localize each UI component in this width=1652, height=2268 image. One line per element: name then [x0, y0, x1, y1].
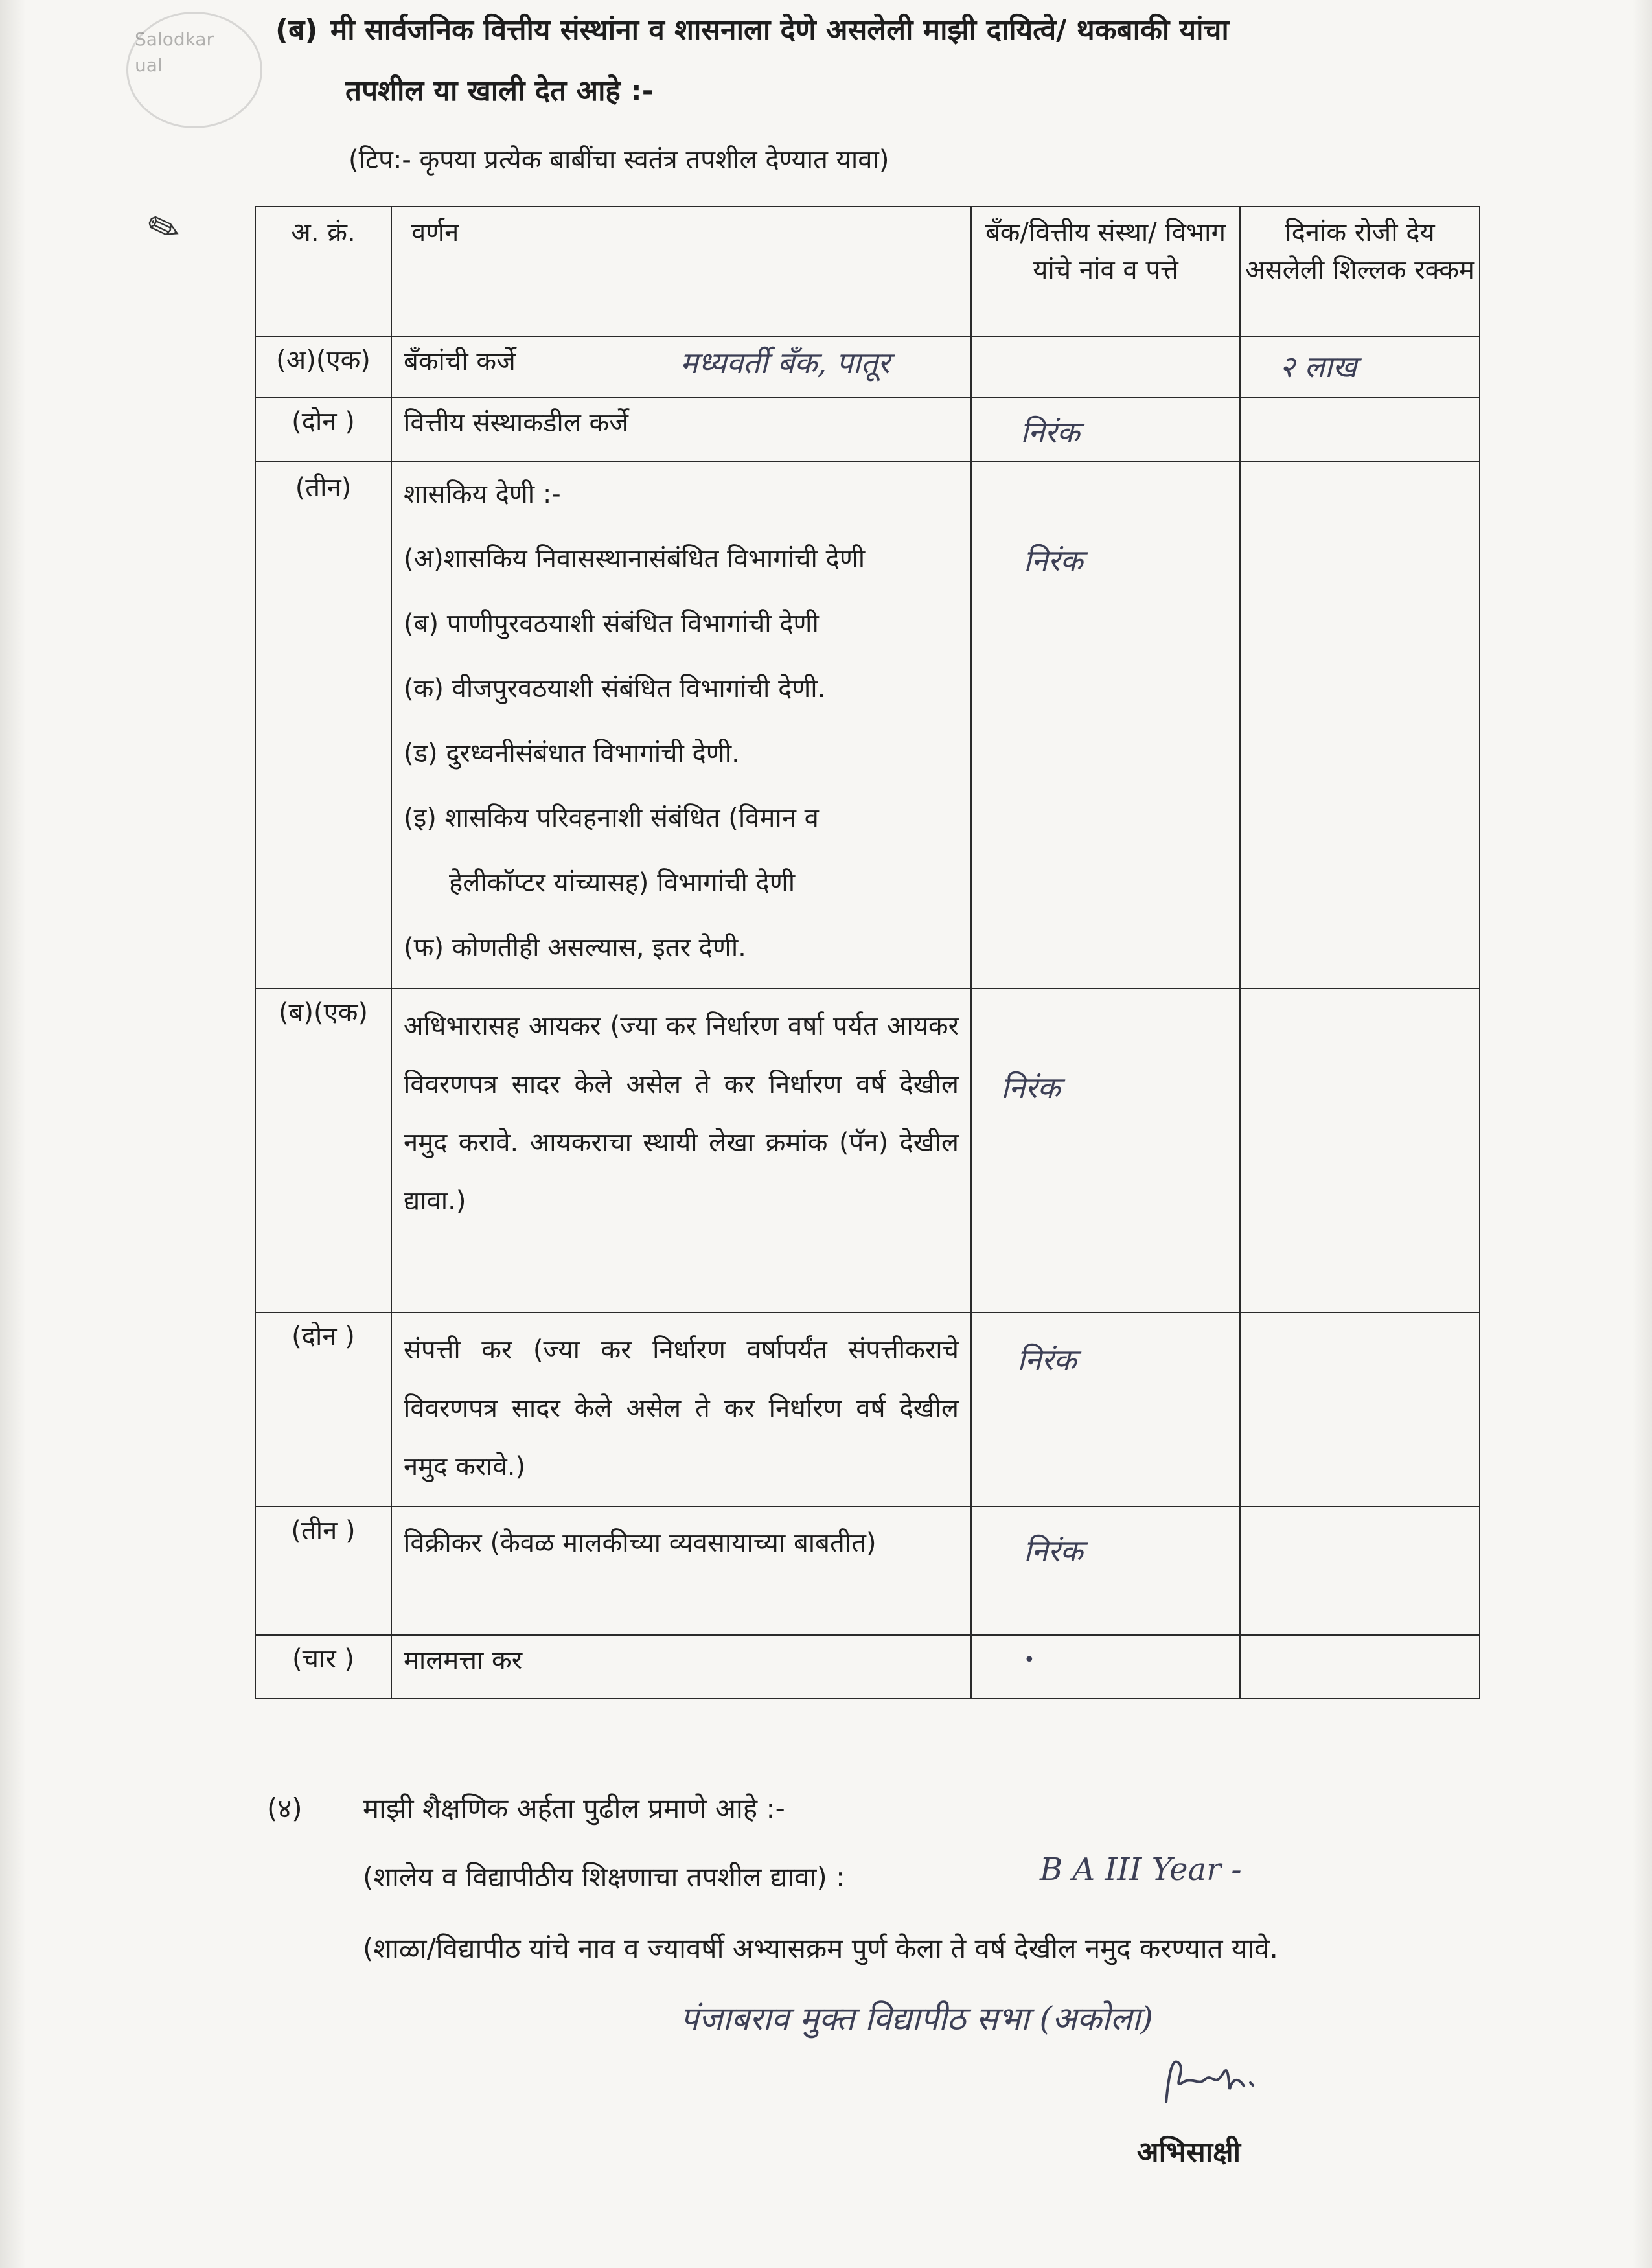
row-institution [971, 1635, 1240, 1699]
row-serial: (तीन) [255, 461, 391, 989]
row-description: संपत्ती कर (ज्या कर निर्धारण वर्षापर्यंत संपत्तीकराचे विवरणपत्र सादर केले असेल ते कर निर्धारण वर्ष देखील नमुद करावे.) [391, 1312, 971, 1507]
education-year-prompt: (शाळा/विद्यापीठ यांचे नाव व ज्यावर्षी अभ्यासक्रम पुर्ण केला ते वर्ष देखील नमुद करण्यात यावे. [363, 1932, 1278, 1964]
govt-dues-item: हेलीकॉप्टर यांच्यासह) विभागांची देणी [449, 868, 796, 898]
row-institution [971, 461, 1240, 989]
section-b-note: (टिप:- कृपया प्रत्येक बाबींचा स्वतंत्र तपशील देण्यात यावा) [349, 145, 889, 175]
table-row [255, 1312, 1480, 1507]
row-amount [1240, 461, 1480, 989]
section-4-title: माझी शैक्षणिक अर्हता पुढील प्रमाणे आहे :- [363, 1793, 785, 1824]
row-description: विक्रीकर (केवळ मालकीच्या व्यवसायाच्या बाबतीत) [391, 1507, 971, 1635]
stamp-text-1: Salodkar [135, 29, 214, 50]
row-institution [971, 989, 1240, 1312]
page-binding-edge [0, 0, 26, 2268]
row-description: बँकांची कर्जे [391, 336, 971, 398]
header-serial: अ. क्रं. [255, 207, 391, 336]
govt-dues-item: (इ) शासकिय परिवहनाशी संबंधित (विमान व [404, 803, 819, 833]
row-serial: (दोन ) [255, 398, 391, 461]
handwritten-nil: निरंक [1020, 415, 1080, 450]
section-b-label: (ब) [275, 14, 318, 47]
row-institution [971, 398, 1240, 461]
row-description: अधिभारासह आयकर (ज्या कर निर्धारण वर्षा पर्यत आयकर विवरणपत्र सादर केले असेल ते कर निर्धारण वर्ष देखील नमुद करावे. आयकराचा स्थायी लेखा क्रमांक (पॅन) देखील द्यावा.) [391, 989, 971, 1312]
witness-signature [1153, 2050, 1263, 2115]
row-amount [1240, 1312, 1480, 1507]
govt-dues-item: (क) वीजपुरवठयाशी संबंधित विभागांची देणी. [404, 674, 826, 704]
handwritten-nil: निरंक [1024, 1533, 1083, 1568]
row-amount [1240, 1507, 1480, 1635]
handwritten-nil: निरंक [1001, 1070, 1061, 1105]
handwritten-nil: निरंक [1017, 1342, 1077, 1377]
row-serial: (चार ) [255, 1635, 391, 1699]
row-amount [1240, 989, 1480, 1312]
row-institution [680, 336, 1240, 398]
header-institution: बँक/वित्तीय संस्था/ विभाग यांचे नांव व पत्ते [971, 207, 1240, 336]
table-header-row [255, 207, 1480, 336]
row-institution [971, 1312, 1240, 1507]
pen-mark-icon: ✎ [141, 201, 187, 256]
table-row [255, 398, 1480, 461]
row-description-block [391, 461, 971, 989]
ink-dot: • [1024, 1649, 1035, 1671]
govt-dues-item: (ड) दुरध्वनीसंबंधात विभागांची देणी. [404, 739, 740, 768]
section-b-title-line2: तपशील या खाली देत आहे :- [345, 74, 654, 108]
witness-label: अभिसाक्षी [1137, 2136, 1241, 2169]
table-row [255, 461, 1480, 989]
page-right-edge [1633, 0, 1652, 2268]
row-serial: (अ)(एक) [255, 336, 391, 398]
govt-dues-item: (ब) पाणीपुरवठयाशी संबंधित विभागांची देणी [404, 609, 819, 639]
liabilities-table [255, 206, 1480, 1699]
section-b-title-line1: मी सार्वजनिक वित्तीय संस्थांना व शासनाला देणे असलेली माझी दायित्वे/ थकबाकी यांचा [330, 14, 1229, 47]
table-row [255, 1507, 1480, 1635]
row-amount [1240, 336, 1480, 398]
faded-stamp [126, 12, 262, 128]
row-description: मालमत्ता कर [391, 1635, 971, 1699]
section-4-number: (४) [267, 1793, 303, 1824]
handwritten-nil: निरंक [1024, 543, 1083, 578]
row-institution [971, 1507, 1240, 1635]
table-row [255, 989, 1480, 1312]
education-detail-prompt: (शालेय व विद्यापीठीय शिक्षणाचा तपशील द्यावा) : [363, 1861, 845, 1893]
row-serial: (तीन ) [255, 1507, 391, 1635]
handwritten-university: पंजाबराव मुक्त विद्यापीठ सभा (अकोला) [680, 2000, 1153, 2037]
govt-dues-item: (फ) कोणतीही असल्यास, इतर देणी. [404, 933, 746, 963]
stamp-text-2: ual [135, 54, 163, 76]
row-amount [1240, 1635, 1480, 1699]
handwritten-amount: २ लाख [1279, 349, 1357, 384]
govt-dues-heading: शासकिय देणी :- [404, 479, 561, 509]
row-serial: (दोन ) [255, 1312, 391, 1507]
handwritten-degree: B A III Year - [1040, 1851, 1242, 1888]
header-description: वर्णन [391, 207, 971, 336]
row-serial: (ब)(एक) [255, 989, 391, 1312]
row-description: वित्तीय संस्थाकडील कर्जे [391, 398, 971, 461]
row-amount [1240, 398, 1480, 461]
table-row [255, 1635, 1480, 1699]
govt-dues-item: (अ)शासकिय निवासस्थानासंबंधित विभागांची देणी [404, 544, 866, 574]
handwritten-bank: मध्यवर्ती बँक, पातूर [680, 345, 890, 380]
header-amount: दिनांक रोजी देय असलेली शिल्लक रक्कम [1240, 207, 1480, 336]
table-row [255, 336, 1480, 398]
